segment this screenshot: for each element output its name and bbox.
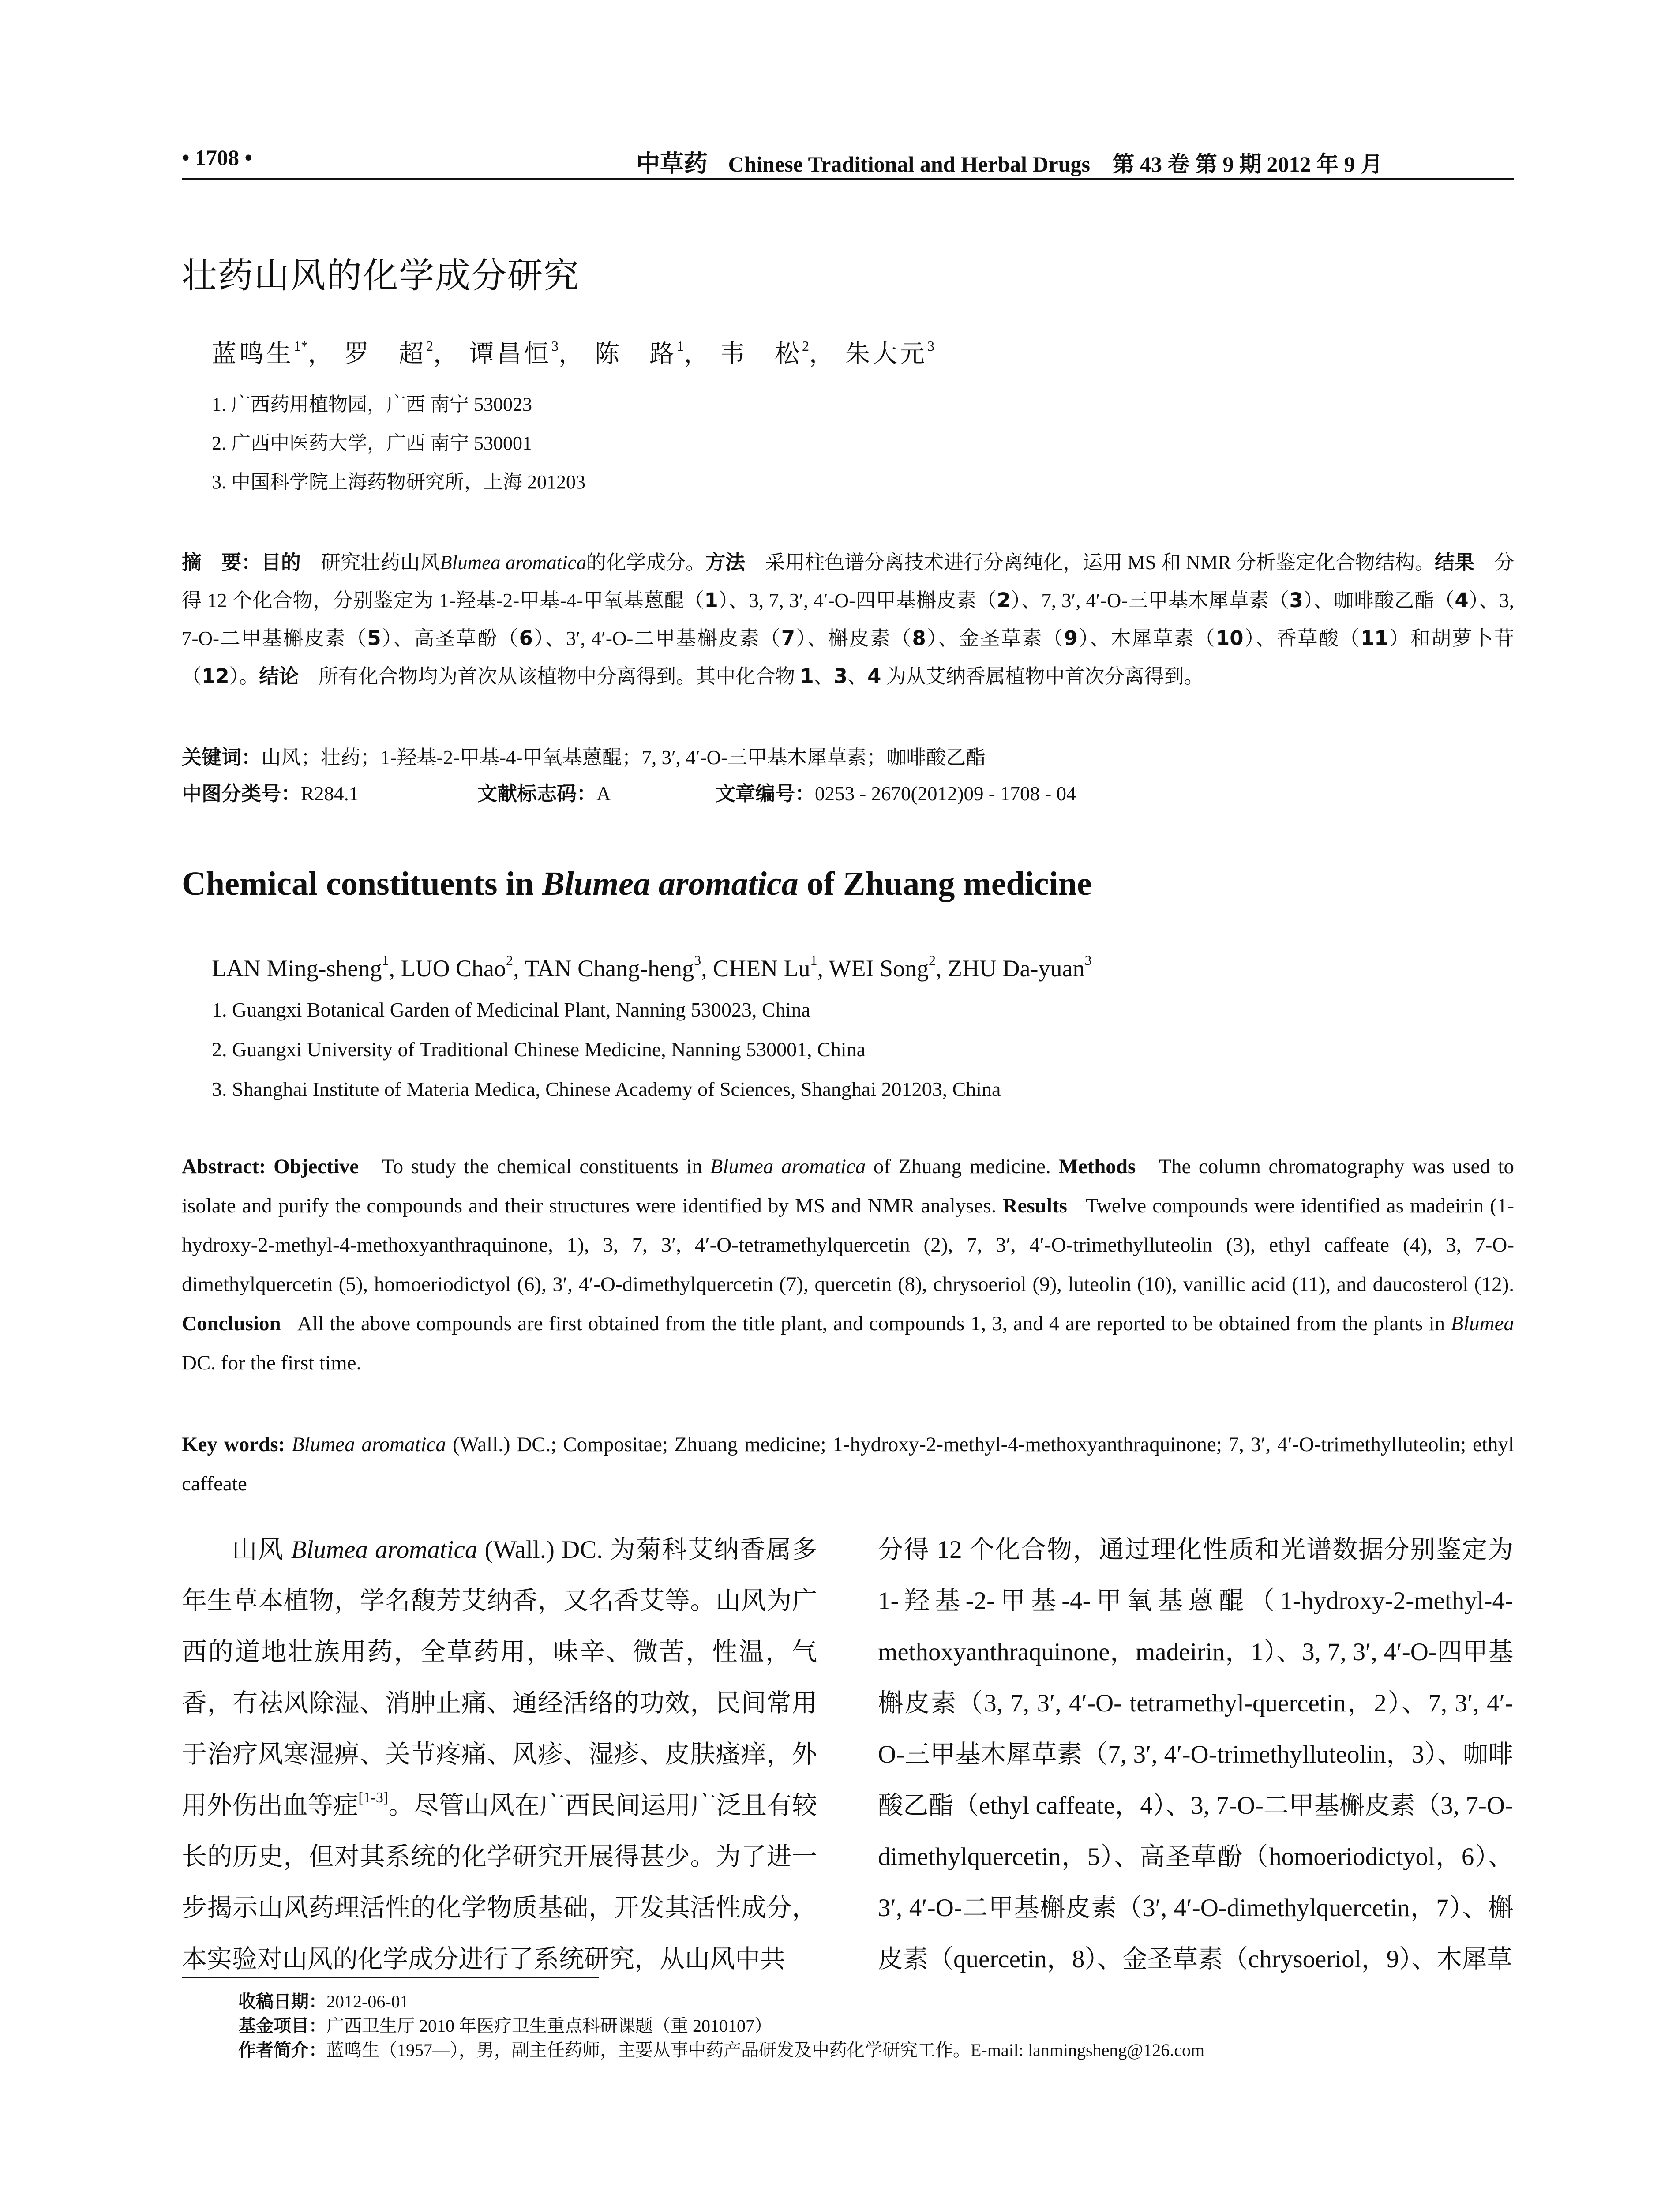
footnote-received	[238, 1988, 409, 2013]
en-conclusion-text: All the above compounds are first obtained from the title plant, and compounds 1, 3, and 4 are reported to be obtained from the plants in	[297, 1312, 1445, 1335]
footnote-text: 2012-06-01	[326, 1992, 409, 2011]
compound-number: 1	[704, 589, 718, 612]
cn-author-sup: 3	[551, 338, 559, 354]
compound-number: 8	[912, 627, 926, 650]
compound-number: 3	[1289, 589, 1303, 612]
cn-conclusion-label: 结论	[259, 664, 299, 688]
cn-objective-text-end: 的化学成分。	[586, 552, 706, 574]
article-no-item	[716, 777, 1076, 806]
en-results-text: Twelve compounds were identified as madeirin (1-hydroxy-2-methyl-4-methoxyanthraquinone, 1), 3, 7, 3′, 4′-O-tetramethylquercetin (2), 7, 3′, 4′-O-trimethylluteolin (3), ethyl caffeate (4), 3, 7-O-dimethylquercetin (5), homoeriodictyol (6), 3′, 4′-O-dimethylquercetin (7), quercetin (8), chrysoeriol (9), luteolin (10), vanillic acid (11), and daucosterol (12).	[182, 1194, 1515, 1296]
article-no-value: 0253 - 2670(2012)09 - 1708 - 04	[815, 783, 1076, 805]
compound-number: 12	[202, 664, 229, 688]
en-keywords-label: Key words:	[182, 1433, 285, 1456]
cn-affiliation-3: 3. 中国科学院上海药物研究所，上海 201203	[212, 471, 585, 493]
compound-number: 11	[1361, 627, 1388, 650]
journal-info	[636, 145, 1383, 179]
cn-author-sup: 2	[802, 338, 809, 354]
en-author: LUO Chao	[401, 955, 506, 982]
body-latin: Blumea aromatica	[291, 1536, 478, 1564]
en-affiliation-1: 1. Guangxi Botanical Garden of Medicinal Plant, Nanning 530023, China	[212, 998, 810, 1021]
compound-number: 2	[997, 589, 1011, 612]
cn-author-sup: 3	[927, 338, 934, 354]
footnote-author	[238, 2036, 1204, 2061]
compound-number: 6	[519, 627, 533, 650]
en-conclusion-label: Conclusion	[182, 1312, 281, 1335]
compound-number: 7	[781, 627, 795, 650]
cn-results-text: ）、3, 7, 3′, 4′-O-四甲基槲皮素（	[718, 589, 997, 612]
compound-number: 5	[367, 627, 381, 650]
footnote-label: 作者简介：	[238, 2040, 326, 2060]
cn-results-text: ）、香草酸（	[1243, 627, 1361, 649]
footnote-label: 收稿日期：	[238, 1992, 326, 2012]
cn-classification-line	[182, 777, 1076, 806]
compound-number: 9	[1064, 627, 1078, 650]
cn-author-sup: 2	[426, 338, 433, 354]
classification-value: R284.1	[301, 783, 359, 805]
en-objective-text: To study the chemical constituents in	[382, 1155, 703, 1178]
cn-results-text: ）。	[229, 665, 259, 687]
en-results-label: Results	[1002, 1194, 1067, 1217]
en-author-sup: 2	[929, 952, 936, 968]
classification-label: 中图分类号：	[182, 782, 301, 805]
en-methods-label: Methods	[1058, 1155, 1136, 1178]
en-author: LAN Ming-sheng	[212, 955, 382, 982]
en-author-sup: 3	[1084, 952, 1092, 968]
cn-affiliation-1: 1. 广西药用植物园，广西 南宁 530023	[212, 394, 532, 415]
cn-results-text: ）、高圣草酚（	[381, 627, 519, 649]
cn-results-text: ）、7, 3′, 4′-O-三甲基木犀草素（	[1010, 589, 1290, 612]
en-author-sup: 1	[382, 952, 389, 968]
cn-results-text: ）和胡萝卜苷（	[182, 627, 1514, 687]
en-objective-text-end: of Zhuang medicine.	[873, 1155, 1051, 1178]
cn-results-text: ）、槲皮素（	[795, 627, 912, 649]
journal-name-en: Chinese Traditional and Herbal Drugs	[728, 152, 1090, 176]
cn-author: 蓝鸣生	[212, 341, 294, 368]
cn-objective-text: 研究壮药山风	[321, 552, 440, 574]
citation-ref: [1-3]	[358, 1790, 389, 1806]
cn-author: 韦 松	[720, 341, 802, 368]
compound-number: 10	[1215, 627, 1244, 650]
cn-author: 罗 超	[344, 341, 426, 368]
journal-name-cn: 中草药	[636, 149, 708, 177]
cn-keywords-label: 关键词：	[182, 746, 262, 769]
en-methods-text: The column chromatography was used to isolate and purify the compounds and their structures were identified by MS and NMR analyses.	[182, 1155, 1515, 1217]
classification-item	[182, 777, 477, 806]
cn-methods-text: 采用柱色谱分离技术进行分离纯化，运用 MS 和 NMR 分析鉴定化合物结构。	[765, 552, 1435, 574]
cn-author: 陈 路	[595, 341, 677, 368]
en-keywords-text: (Wall.) DC.; Compositae; Zhuang medicine; 1-hydroxy-2-methyl-4-methoxyanthraquinone; 7, 3′, 4′-O-trimethylluteolin; ethyl caffeate	[182, 1433, 1514, 1495]
doc-code-item	[477, 777, 716, 806]
cn-results-text: ）、3′, 4′-O-二甲基槲皮素（	[532, 627, 781, 649]
cn-methods-label: 方法	[705, 551, 746, 574]
en-objective-label: Objective	[274, 1155, 359, 1178]
doc-code-label: 文献标志码：	[477, 782, 597, 805]
en-conclusion-latin: Blumea	[1451, 1312, 1514, 1335]
en-abstract	[182, 1147, 1514, 1383]
cn-title: 壮药山风的化学成分研究	[182, 255, 580, 296]
footnote-fund	[238, 2012, 772, 2037]
body-column-left	[182, 1524, 817, 1985]
cn-results-text: 分得 12 个化合物，分别鉴定为 1-羟基-2-甲基-4-甲氧基蒽醌（	[182, 552, 1514, 612]
header-rule	[182, 178, 1514, 180]
cn-results-text: ）、咖啡酸乙酯（	[1303, 589, 1455, 612]
volume-issue: 第 43 卷 第 9 期 2012 年 9 月	[1112, 152, 1383, 176]
cn-author: 谭昌恒	[469, 341, 551, 368]
cn-results-text: ）、木犀草素（	[1078, 627, 1216, 649]
cn-keywords-text: 山风；壮药；1-羟基-2-甲基-4-甲氧基蒽醌；7, 3′, 4′-O-三甲基木犀草素；咖啡酸乙酯	[261, 747, 986, 769]
cn-author-list: 蓝鸣生$^{1*}$， 罗 超$^2$， 谭昌恒$^3$， 陈 路$^1$， 韦 松$^2$， 朱大元$^3$	[212, 338, 934, 368]
compound-number: 1	[800, 664, 814, 688]
en-title-text-end: of Zhuang medicine	[798, 865, 1092, 902]
en-author: ZHU Da-yuan	[948, 955, 1085, 982]
body-column-right	[878, 1524, 1513, 1985]
en-keywords	[182, 1425, 1514, 1504]
en-title-text: Chemical constituents in	[182, 865, 542, 902]
en-abstract-label: Abstract:	[182, 1155, 266, 1178]
footnote-text: 蓝鸣生（1957—），男，副主任药师，主要从事中药产品研发及中药化学研究工作。E-mail: lanmingsheng@126.com	[326, 2040, 1205, 2060]
body-text: 山风	[231, 1536, 284, 1564]
compound-number: 4	[1455, 589, 1469, 612]
en-conclusion-text-end: DC. for the first time.	[182, 1351, 362, 1374]
footnote-rule	[182, 1977, 599, 1978]
en-author: TAN Chang-heng	[524, 955, 694, 982]
cn-keywords	[182, 741, 986, 770]
cn-conclusion-text-end: 为从艾纳香属植物中首次分离得到。	[886, 665, 1204, 687]
en-author-sup: 1	[810, 952, 818, 968]
cn-objective-label: 目的	[261, 551, 301, 574]
cn-author: 朱大元	[845, 341, 927, 368]
cn-conclusion-text: 所有化合物均为首次从该植物中分离得到。其中化合物	[319, 665, 795, 687]
en-title	[182, 865, 1092, 903]
en-author: WEI Song	[829, 955, 929, 982]
en-author-sup: 2	[506, 952, 513, 968]
en-affiliation-3: 3. Shanghai Institute of Materia Medica, Chinese Academy of Sciences, Shanghai 201203, China	[212, 1078, 1001, 1100]
page-number: • 1708 •	[182, 145, 253, 170]
running-header	[182, 140, 1514, 176]
en-keywords-latin: Blumea aromatica	[292, 1433, 446, 1456]
body-text: 分得 12 个化合物，通过理化性质和光谱数据分别鉴定为 1-羟基-2-甲基-4-甲氧基蒽醌（1-hydroxy-2-methyl-4-methoxyanthraquinone，madeirin，1）、3, 7, 3′, 4′-O-四甲基槲皮素（3, 7, 3′, 4′-O- tetramethyl-quercetin，2）、7, 3′, 4′-O-三甲基木犀草素（7, 3′, 4′-O-trimethylluteolin，3）、咖啡酸乙酯（ethyl caffeate，4）、3, 7-O-二甲基槲皮素（3, 7-O-dimethylquercetin，5）、高圣草酚（homoeriodictyol，6）、3′, 4′-O-二甲基槲皮素（3′, 4′-O-dimethylquercetin，7）、槲皮素（quercetin，8）、金圣草素（chrysoeriol，9）、木犀草	[878, 1536, 1513, 1973]
cn-abstract	[182, 544, 1514, 695]
cn-abstract-label: 摘 要：	[182, 551, 262, 574]
cn-objective-latin: Blumea aromatica	[440, 552, 587, 574]
en-author-sup: 3	[694, 952, 701, 968]
article-no-label: 文章编号：	[716, 782, 815, 805]
doc-code-value: A	[596, 783, 611, 805]
en-title-latin: Blumea aromatica	[542, 865, 799, 902]
compound-number: 4	[867, 664, 881, 688]
en-author: CHEN Lu	[713, 955, 810, 982]
body-text: 。尽管山风在广西民间运用广泛且有较长的历史，但对其系统的化学研究开展得甚少。为了进一步揭示山风药理活性的化学物质基础，开发其活性成分，本实验对山风的化学成分进行了系统研究，从山风中共	[182, 1792, 818, 1973]
compound-number: 3	[833, 664, 848, 688]
separator: 、	[814, 665, 834, 687]
cn-results-text: ）、3, 7-O-二甲基槲皮素（	[182, 589, 1514, 649]
cn-results-text: ）、金圣草素（	[926, 627, 1064, 649]
en-affiliation-2: 2. Guangxi University of Traditional Chinese Medicine, Nanning 530001, China	[212, 1038, 866, 1061]
en-author-list: LAN Ming-sheng$^1$, LUO Chao$^2$, TAN Chang-heng$^3$, CHEN Lu$^1$, WEI Song$^2$, ZHU Da-yuan$^3$	[212, 952, 1092, 982]
en-objective-latin: Blumea aromatica	[710, 1155, 866, 1178]
footnote-label: 基金项目：	[238, 2016, 326, 2036]
body-text: (Wall.) DC. 为菊科艾纳香属多年生草本植物，学名馥芳艾纳香，又名香艾等。山风为广西的道地壮族用药，全草药用，味辛、微苦，性温，气香，有祛风除湿、消肿止痛、通经活络的功效，民间常用于治疗风寒湿痹、关节疼痛、风疹、湿疹、皮肤瘙痒，外用外伤出血等症	[182, 1536, 818, 1820]
cn-author-sup: 1*	[294, 338, 308, 354]
separator: 、	[848, 665, 868, 687]
cn-results-label: 结果	[1434, 551, 1474, 574]
cn-affiliation-2: 2. 广西中医药大学，广西 南宁 530001	[212, 432, 532, 454]
footnote-text: 广西卫生厅 2010 年医疗卫生重点科研课题（重 2010107）	[326, 2016, 772, 2036]
cn-author-sup: 1	[677, 338, 684, 354]
